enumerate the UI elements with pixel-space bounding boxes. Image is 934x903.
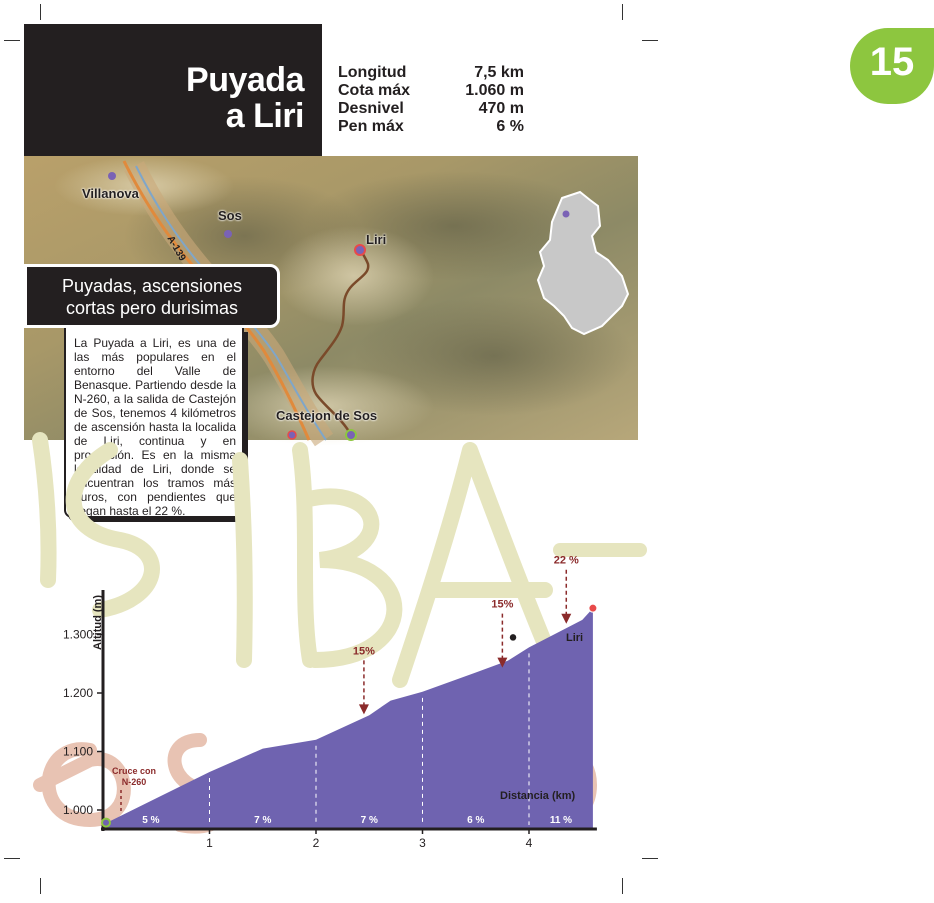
route-number: 15 — [869, 40, 915, 84]
route-header — [24, 24, 915, 156]
place-label-villanova: Villanova — [82, 186, 139, 201]
x-axis-title: Distancia (km) — [500, 790, 576, 802]
marker-sos — [224, 230, 232, 238]
route-number-badge — [850, 28, 934, 104]
route-title-line2: a Liri — [225, 97, 304, 135]
stat-value: 1.060 m — [465, 82, 524, 99]
gradient-annotation-arrowhead — [359, 704, 369, 714]
stat-value: 7,5 km — [474, 64, 524, 81]
stat-label: Longitud — [338, 64, 407, 81]
promo-line2: cortas pero durisimas — [65, 298, 239, 318]
crop-mark — [622, 4, 623, 20]
x-tick-label: 1 — [206, 836, 213, 850]
stat-max-gradient — [338, 118, 524, 136]
x-tick-label: 3 — [419, 836, 426, 850]
y-tick-label: 1.200 — [62, 686, 93, 700]
promo-banner — [24, 264, 280, 328]
start-point — [102, 819, 110, 827]
segment-slope-label: 5 % — [142, 815, 160, 826]
segment-slope-label: 11 % — [549, 815, 573, 826]
stat-label: Desnivel — [338, 100, 404, 117]
gradient-annotation-label: 22 % — [553, 554, 579, 567]
stat-max-altitude — [338, 82, 524, 100]
place-label-sos: Sos — [218, 208, 242, 223]
stat-value: 6 % — [496, 118, 524, 135]
crop-mark — [642, 40, 658, 41]
marker-castejon — [288, 431, 296, 439]
place-label-castejon: Castejon de Sos — [276, 408, 378, 423]
stat-label: Pen máx — [338, 118, 404, 135]
crop-mark — [4, 40, 20, 41]
gradient-annotation-label: 15% — [491, 598, 514, 611]
segment-slope-label: 7 % — [254, 815, 272, 826]
route-title — [186, 62, 304, 134]
route-title-line1: Puyada — [186, 61, 304, 99]
title-box — [24, 24, 322, 156]
place-label-liri: Liri — [366, 232, 387, 247]
y-tick-label: 1.300 — [62, 627, 93, 642]
gradient-annotation-arrowhead — [561, 614, 571, 624]
y-tick-label: 1.100 — [62, 744, 93, 759]
y-axis-title: Altitud (m) — [92, 595, 104, 650]
stat-elevation-gain — [338, 100, 524, 118]
region-marker — [563, 211, 570, 218]
route-description: La Puyada a Liri, es una de las más populares en el entorno del Valle de Benasque. Partiendo desde la N-260, a la salida de Castejón de Sos, tenemos 4 kilómetros de ascensión hasta la localida de Liri, continua y en progresión. Es en la misma localidad de Liri, donde se encuentran los tramos más duros, con pendientes que llegan hasta el 22 %. — [64, 328, 244, 518]
road-label: A-139 — [164, 234, 188, 264]
profile-svg — [0, 440, 662, 898]
gradient-annotation-label: 15% — [352, 645, 375, 658]
segment-slope-label: 7 % — [360, 815, 378, 826]
stat-length — [338, 64, 524, 82]
reference-dot — [509, 633, 517, 641]
start-label: Cruce con N-260 — [112, 766, 157, 787]
y-tick-label: 1.000 — [62, 803, 93, 817]
marker-start — [346, 430, 356, 440]
stats-panel — [322, 24, 915, 157]
x-tick-label: 4 — [525, 836, 533, 850]
elevation-profile — [0, 440, 662, 898]
end-label: Liri — [566, 632, 584, 644]
marker-villanova — [108, 172, 116, 180]
stat-value: 470 m — [478, 100, 524, 117]
crop-mark — [40, 4, 41, 20]
map-shading — [274, 226, 434, 326]
promo-line1: Puyadas, ascensiones — [61, 276, 243, 296]
x-tick-label: 2 — [312, 836, 320, 850]
end-point — [589, 604, 597, 612]
marker-liri — [355, 245, 365, 255]
segment-slope-label: 6 % — [467, 815, 485, 826]
stat-label: Cota máx — [338, 82, 411, 99]
